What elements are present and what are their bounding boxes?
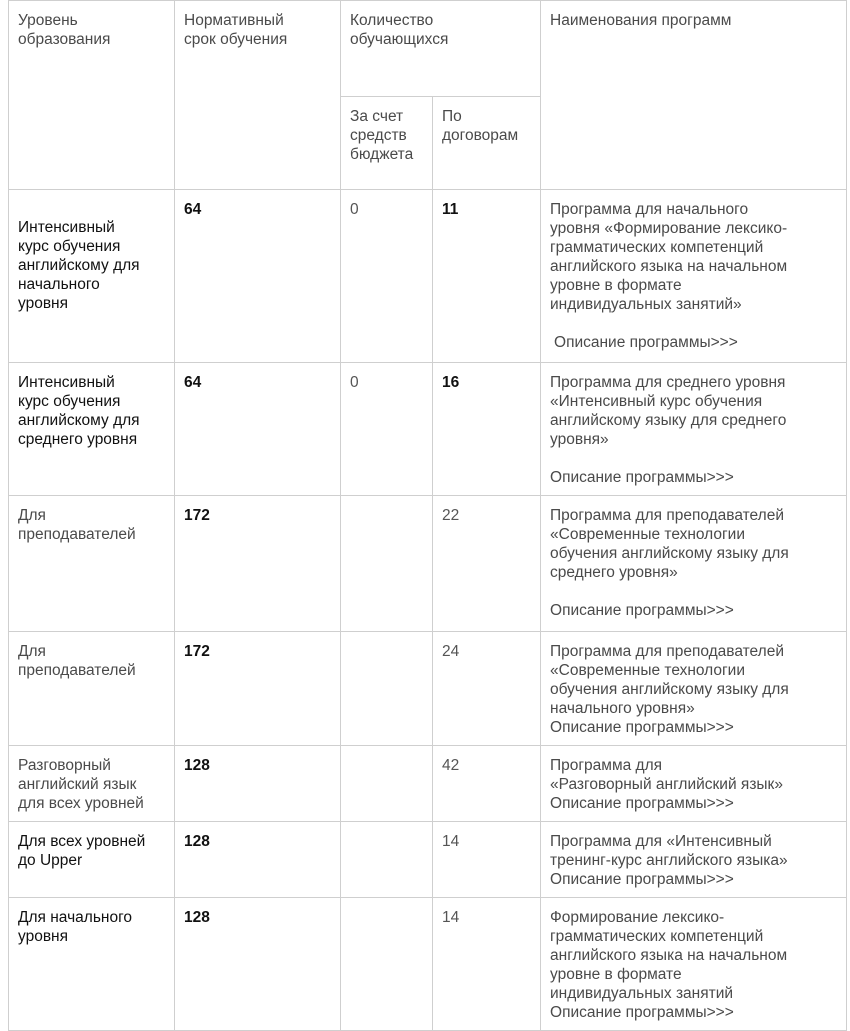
cell-level: Для всех уровней до Upper: [9, 822, 175, 898]
program-description-link[interactable]: Описание программы>>>: [554, 334, 738, 351]
cell-contract: 22: [433, 496, 541, 632]
program-description-link[interactable]: Описание программы>>>: [550, 602, 734, 619]
table-row: [9, 632, 847, 746]
cell-level: Разговорный английский язык для всех уровней: [9, 746, 175, 822]
table-row: [9, 496, 847, 632]
header-level: Уровень образования: [9, 1, 175, 190]
cell-program: [541, 746, 847, 822]
table-row: [9, 190, 847, 363]
cell-level: Интенсивный курс обучения английскому для среднего уровня: [9, 363, 175, 496]
program-title: Формирование лексико- грамматических компетенций английского языка на начальном уровне в формате индивидуальных занятий: [550, 909, 788, 1002]
cell-level: Для преподавателей: [9, 496, 175, 632]
header-programs: Наименования программ: [541, 1, 847, 190]
cell-budget: [341, 746, 433, 822]
cell-contract: 14: [433, 898, 541, 1031]
program-title: Программа для преподавателей «Современные технологии обучения английскому языку для среднего уровня»: [550, 507, 789, 581]
cell-budget: [341, 632, 433, 746]
program-description-link[interactable]: Описание программы>>>: [550, 1004, 734, 1021]
table-row: [9, 363, 847, 496]
header-duration: Нормативный срок обучения: [175, 1, 341, 190]
cell-budget: [341, 496, 433, 632]
cell-duration: 128: [175, 898, 341, 1031]
cell-contract: 14: [433, 822, 541, 898]
cell-contract: 16: [433, 363, 541, 496]
program-description-link[interactable]: Описание программы>>>: [550, 719, 734, 736]
cell-budget: 0: [341, 190, 433, 363]
cell-program: [541, 363, 847, 496]
header-contract: По договорам: [433, 97, 541, 190]
program-description-link[interactable]: Описание программы>>>: [550, 795, 734, 812]
cell-duration: 64: [175, 363, 341, 496]
cell-duration: 128: [175, 822, 341, 898]
cell-duration: 172: [175, 496, 341, 632]
program-title: Программа для преподавателей «Современные технологии обучения английскому языку для начального уровня»: [550, 643, 789, 717]
cell-contract: 24: [433, 632, 541, 746]
table-row: [9, 746, 847, 822]
cell-budget: [341, 822, 433, 898]
education-programs-table: [8, 0, 847, 1031]
table-row: [9, 898, 847, 1031]
cell-budget: 0: [341, 363, 433, 496]
program-title: Программа для среднего уровня «Интенсивный курс обучения английскому языку для среднего уровня»: [550, 374, 787, 448]
table-header-row: [9, 1, 847, 97]
program-description-link[interactable]: Описание программы>>>: [550, 871, 734, 888]
cell-program: [541, 190, 847, 363]
header-budget: За счет средств бюджета: [341, 97, 433, 190]
cell-contract: 42: [433, 746, 541, 822]
cell-level: Для преподавателей: [9, 632, 175, 746]
cell-program: [541, 496, 847, 632]
cell-program: [541, 898, 847, 1031]
cell-level: Для начального уровня: [9, 898, 175, 1031]
cell-contract: 11: [433, 190, 541, 363]
table-row: [9, 822, 847, 898]
cell-program: [541, 822, 847, 898]
program-title: Программа для начального уровня «Формирование лексико- грамматических компетенций английского языка на начальном уровне в формате индивидуальных занятий»: [550, 201, 788, 313]
program-title: Программа для «Разговорный английский язык»: [550, 757, 783, 793]
cell-duration: 172: [175, 632, 341, 746]
cell-duration: 64: [175, 190, 341, 363]
cell-level: Интенсивный курс обучения английскому для начального уровня: [9, 190, 175, 363]
cell-program: [541, 632, 847, 746]
program-title: Программа для «Интенсивный тренинг-курс английского языка»: [550, 833, 788, 869]
cell-duration: 128: [175, 746, 341, 822]
cell-budget: [341, 898, 433, 1031]
header-students: Количество обучающихся: [341, 1, 541, 97]
program-description-link[interactable]: Описание программы>>>: [550, 469, 734, 486]
